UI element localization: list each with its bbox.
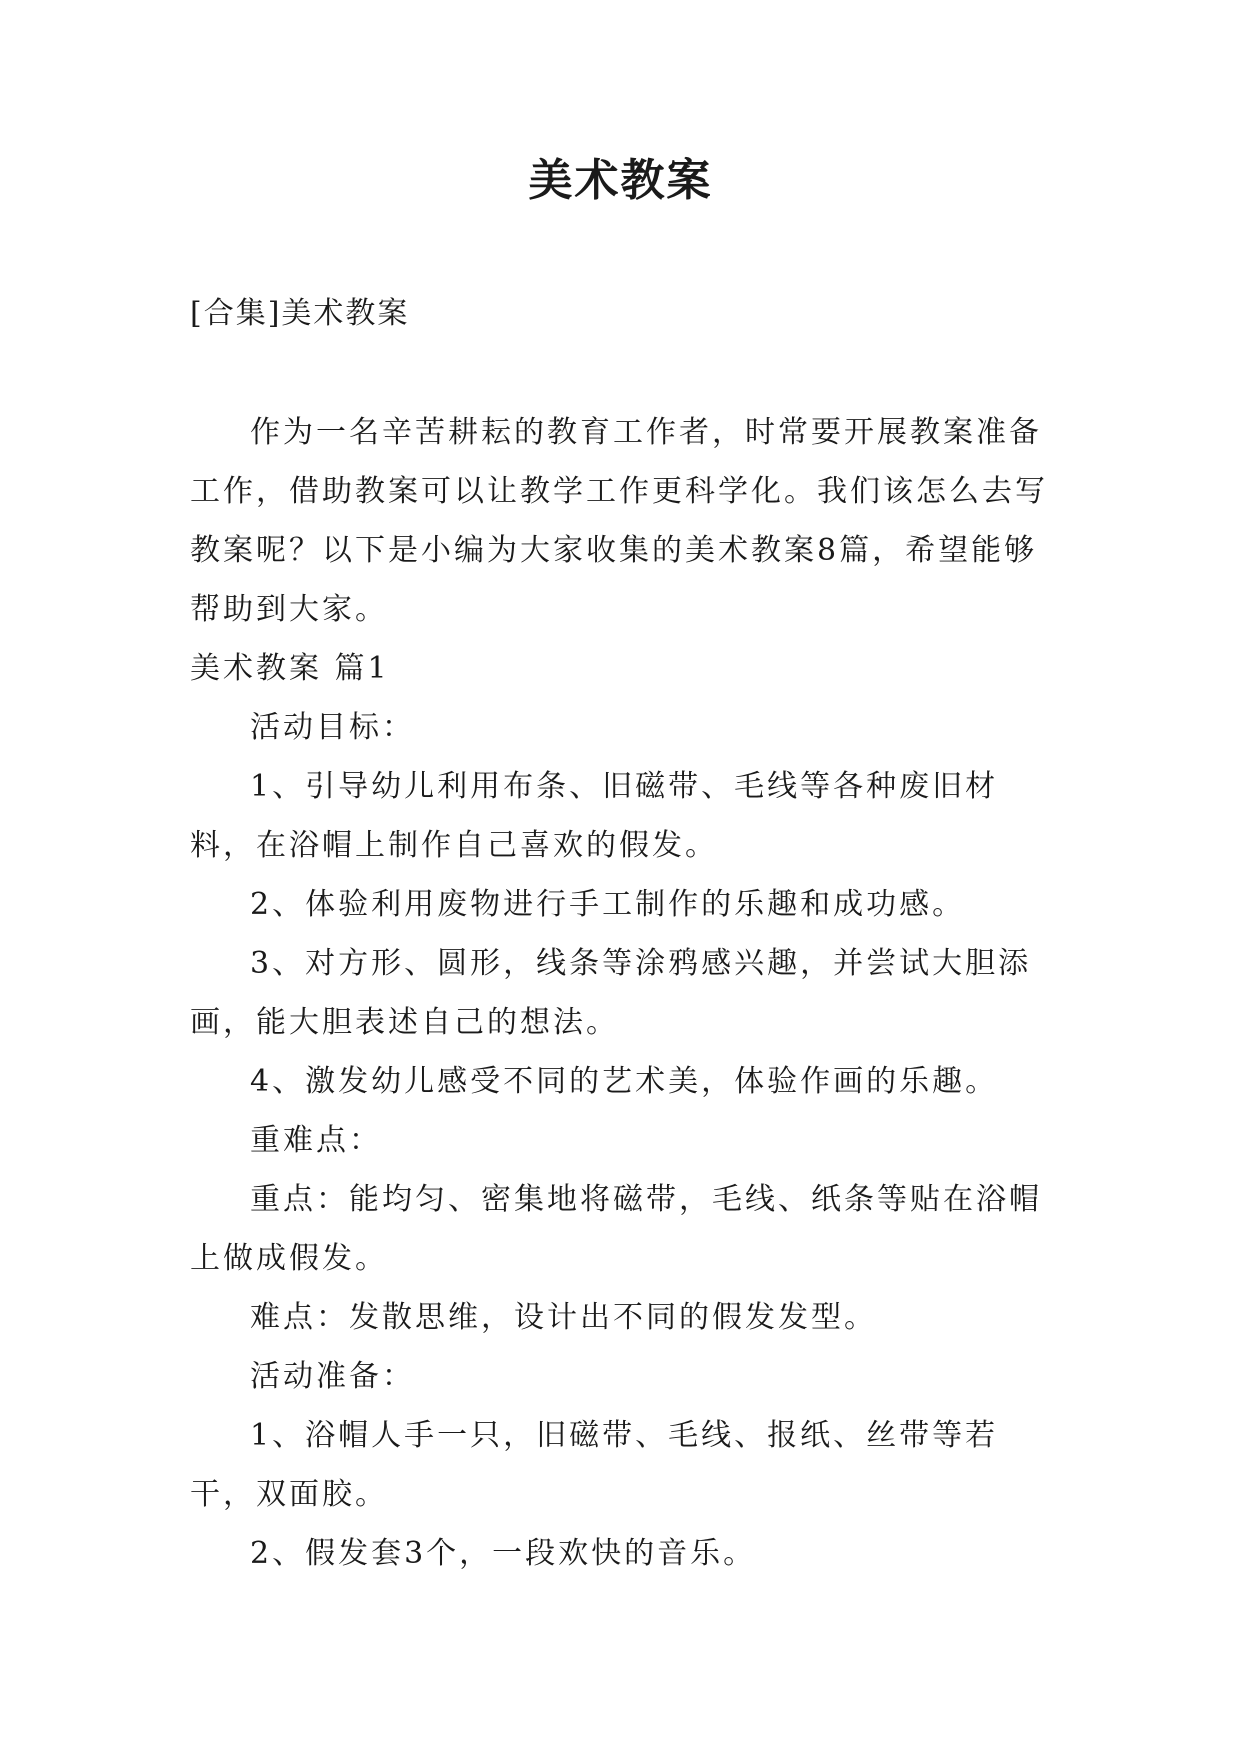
paragraph: 重点：能均匀、密集地将磁带，毛线、纸条等贴在浴帽上做成假发。: [190, 1182, 1042, 1276]
document-title: 美术教案: [528, 155, 713, 206]
paragraph: 活动目标：: [250, 710, 415, 745]
paragraph: 2、体验利用废物进行手工制作的乐趣和成功感。: [250, 887, 966, 922]
paragraph: 1、引导幼儿利用布条、旧磁带、毛线等各种废旧材料，在浴帽上制作自己喜欢的假发。: [190, 769, 999, 863]
paragraph: 作为一名辛苦耕耘的教育工作者，时常要开展教案准备工作，借助教案可以让教学工作更科学化。我们该怎么去写教案呢？以下是小编为大家收集的美术教案8篇，希望能够帮助到大家。: [190, 415, 1048, 627]
document-body: [190, 403, 1052, 1583]
paragraph: 难点：发散思维，设计出不同的假发发型。: [250, 1300, 877, 1335]
paragraph: 2、假发套3个，一段欢快的音乐。: [250, 1536, 757, 1571]
paragraph: 1、浴帽人手一只，旧磁带、毛线、报纸、丝带等若干，双面胶。: [190, 1418, 999, 1512]
paragraph: 4、激发幼儿感受不同的艺术美，体验作画的乐趣。: [250, 1064, 999, 1099]
paragraph: 活动准备：: [250, 1359, 415, 1394]
section-heading: 美术教案 篇1: [190, 651, 390, 686]
paragraph: 3、对方形、圆形，线条等涂鸦感兴趣，并尝试大胆添画，能大胆表述自己的想法。: [190, 946, 1032, 1040]
document-subtitle: [合集]美术教案: [190, 296, 410, 331]
paragraph: 重难点：: [250, 1123, 382, 1158]
